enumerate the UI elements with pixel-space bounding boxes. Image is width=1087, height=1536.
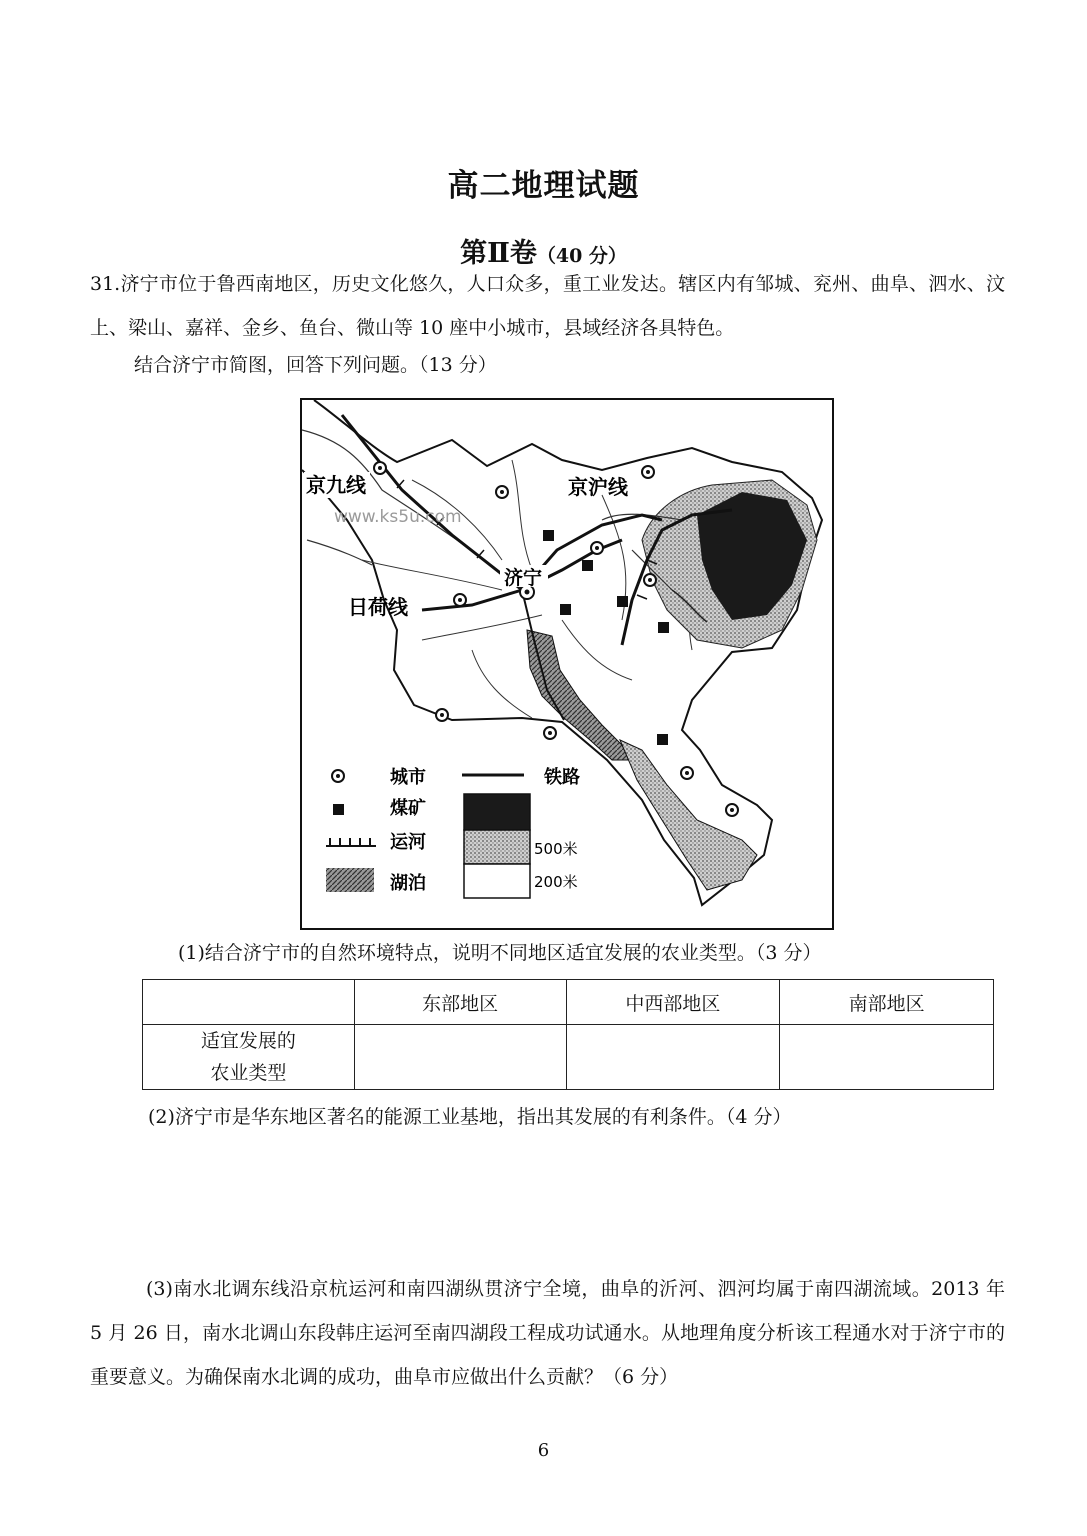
question-3-text: (3)南水北调东线沿京杭运河和南四湖纵贯济宁全境，曲阜的沂河、泗河均属于南四湖流域。2013 年 5 月 26 日，南水北调山东段韩庄运河至南四湖段工程成功试通水。从地理角度分析该工程通水对于济宁市的重要意义。为确保南水北调的成功，曲阜市应做出什么贡献？（6 分） <box>90 1278 1005 1388</box>
legend-city: 城市 <box>390 767 426 788</box>
region-outline <box>302 400 822 905</box>
page-number: 6 <box>537 1440 550 1461</box>
label-rihe-railway: 日荷线 <box>348 595 408 619</box>
legend-500m: 500米 <box>534 840 578 858</box>
section-label: 第Ⅱ卷 <box>460 238 537 269</box>
table-header-east: 东部地区 <box>354 980 566 1025</box>
legend-200m: 200米 <box>534 873 578 891</box>
question-31-stem: 31.济宁市位于鲁西南地区，历史文化悠久，人口众多，重工业发达。辖区内有邹城、兖州、曲阜、泗水、汶上、梁山、嘉祥、金乡、鱼台、微山等 10 座中小城市，县域经济各具特色。 <box>90 273 1005 339</box>
table-header-midwest: 中西部地区 <box>566 980 780 1025</box>
section-points: （40 分） <box>536 245 627 267</box>
page-title: 高二地理试题 <box>447 168 640 204</box>
legend-lake: 湖泊 <box>390 873 426 894</box>
answer-table <box>142 979 994 1090</box>
table-header-south: 南部地区 <box>780 980 994 1025</box>
row-label-line-1: 适宜发展的 <box>200 1030 296 1052</box>
row-label-line-2: 农业类型 <box>210 1062 287 1084</box>
jining-map <box>300 398 834 930</box>
legend-railway: 铁路 <box>544 767 580 788</box>
question-31-intro: 结合济宁市简图，回答下列问题。（13 分） <box>134 354 497 376</box>
legend-canal: 运河 <box>390 832 426 853</box>
watermark: www.ks5u.com <box>334 507 462 527</box>
legend-coal: 煤矿 <box>390 798 426 819</box>
map-legend <box>326 766 580 898</box>
label-jingjiu-railway: 京九线 <box>306 473 366 497</box>
answer-cell-east[interactable] <box>354 1025 566 1090</box>
label-jining-city: 济宁 <box>504 567 543 589</box>
table-row-label <box>143 1025 355 1090</box>
question-3 <box>90 1267 1005 1399</box>
label-jinghu-railway: 京沪线 <box>568 475 628 499</box>
table-corner <box>143 980 355 1025</box>
answer-cell-midwest[interactable] <box>566 1025 780 1090</box>
answer-cell-south[interactable] <box>780 1025 994 1090</box>
question-1: (1)结合济宁市的自然环境特点，说明不同地区适宜发展的农业类型。（3 分） <box>178 942 822 964</box>
question-2: (2)济宁市是华东地区著名的能源工业基地，指出其发展的有利条件。（4 分） <box>148 1106 792 1128</box>
